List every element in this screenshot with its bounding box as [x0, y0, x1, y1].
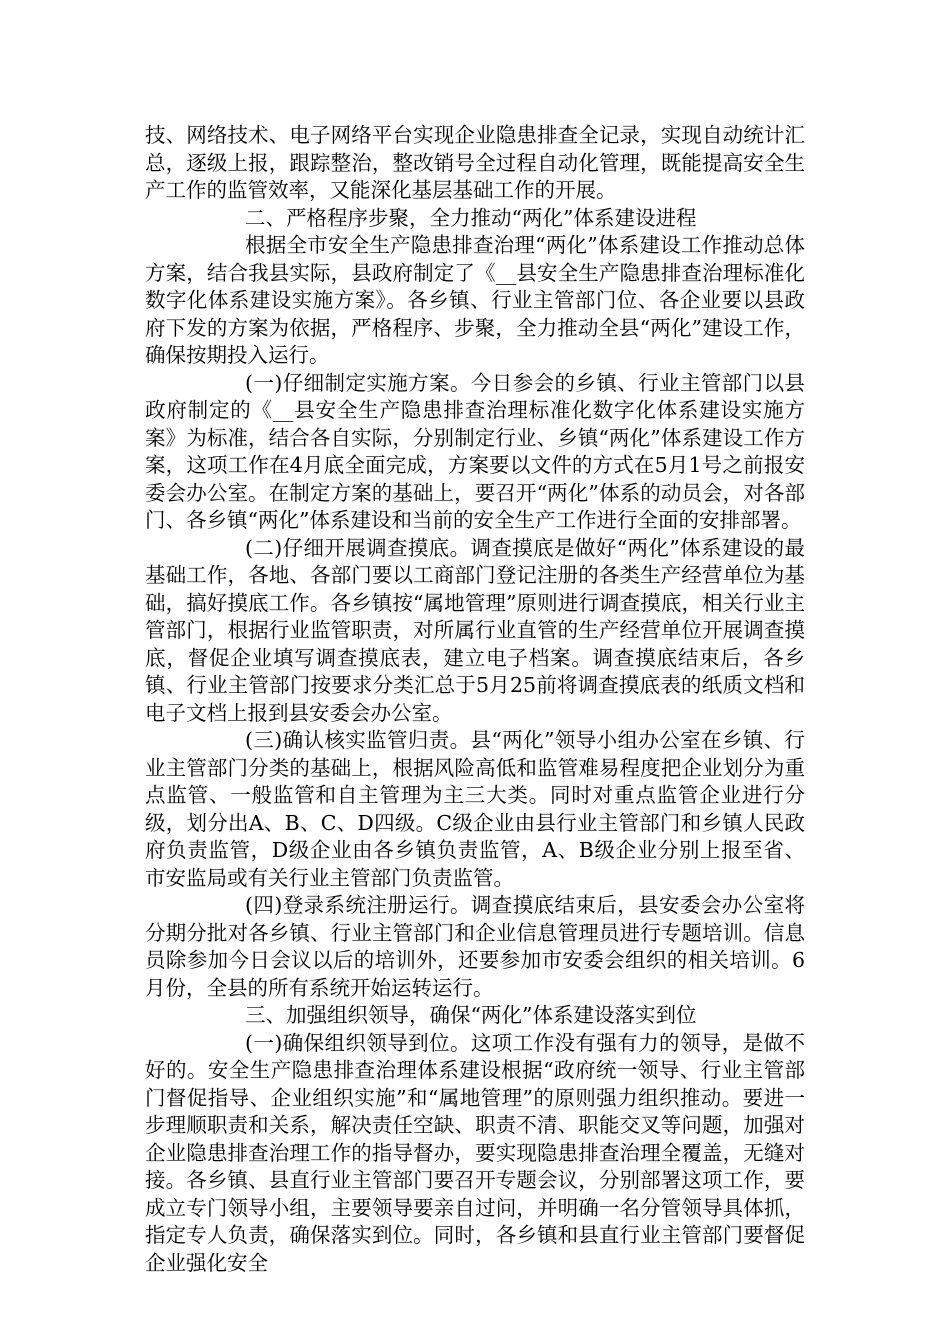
paragraph-intro: 根据全市安全生产隐患排查治理“两化”体系建设工作推动总体方案，结合我县实际，县政府制定了《__县安全生产隐患排查治理标准化数字化体系建设实施方案》。各乡镇、行业主管部门位、各企业要以县政府下发的方案为依据，严格程序、步聚，全力推动全县“两化”建设工作，确保按期投入运行。 [145, 233, 805, 367]
paragraph-item-5: (一)确保组织领导到位。这项工作没有强有力的领导，是做不好的。安全生产隐患排查治理体系建设根据“政府统一领导、行业主管部门督促指导、企业组织实施”和“属地管理”的原则强力组织推动。要进一步理顺职责和关系，解决责任空缺、职责不清、职能交叉等问题，加强对企业隐患排查治理工作的指导督办，要实现隐患排查治理全覆盖，无缝对接。各乡镇、县直行业主管部门要召开专题会议，分别部署这项工作，要成立专门领导小组，主要领导要亲自过问，并明确一名分管领导具体抓，指定专人负责，确保落实到位。同时，各乡镇和县直行业主管部门要督促企业强化安全 [145, 1030, 805, 1275]
section-heading-2: 二、严格程序步聚，全力推动“两化”体系建设进程 [245, 205, 697, 230]
paragraph-item-3: (三)确认核实监管归责。县“两化”领导小组办公室在乡镇、行业主管部门分类的基础上，根据风险高低和监管难易程度把企业划分为重点监管、一般监管和自主管理为主三大类。同时对重点监管企业进行分级，划分出A、B、C、D四级。C级企业由县行业主管部门和乡镇人民政府负责监管，D级企业由各乡镇负责监管，A、B级企业分别上报至省、市安监局或有关行业主管部门负责监管。 [145, 728, 805, 890]
paragraph-item-2: (二)仔细开展调查摸底。调查摸底是做好“两化”体系建设的最基础工作，各地、各部门要以工商部门登记注册的各类生产经营单位为基础，搞好摸底工作。各乡镇按“属地管理”原则进行调查摸底，相关行业主管部门，根据行业监管职责，对所属行业直管的生产经营单位开展调查摸底，督促企业填写调查摸底表，建立电子档案。调查摸底结束后，各乡镇、行业主管部门按要求分类汇总于5月25前将调查摸底表的纸质文档和电子文档上报到县安委会办公室。 [145, 535, 805, 725]
paragraph-continuation: 技、网络技术、电子网络平台实现企业隐患排查全记录，实现自动统计汇总，逐级上报，跟踪整治，整改销号全过程自动化管理，既能提高安全生产工作的监管效率，又能深化基层基础工作的开展。 [145, 123, 805, 202]
section-heading-3: 三、加强组织领导，确保“两化”体系建设落实到位 [245, 1003, 697, 1027]
paragraph-item-1: (一)仔细制定实施方案。今日参会的乡镇、行业主管部门以县政府制定的《__县安全生产隐患排查治理标准化数字化体系建设实施方案》为标准，结合各自实际，分别制定行业、乡镇“两化”体系建设工作方案，这项工作在4月底全面完成，方案要以文件的方式在5月1号之前报安委会办公室。在制定方案的基础上，要召开“两化”体系的动员会，对各部门、各乡镇“两化”体系建设和当前的安全生产工作进行全面的安排部署。 [145, 370, 805, 532]
paragraph-item-4: (四)登录系统注册运行。调查摸底结束后，县安委会办公室将分期分批对各乡镇、行业主管部门和企业信息管理员进行专题培训。信息员除参加今日会议以后的培训外，还要参加市安委会组织的相关培训。6月份，全县的所有系统开始运转运行。 [145, 893, 805, 1000]
document-page [145, 122, 805, 1277]
